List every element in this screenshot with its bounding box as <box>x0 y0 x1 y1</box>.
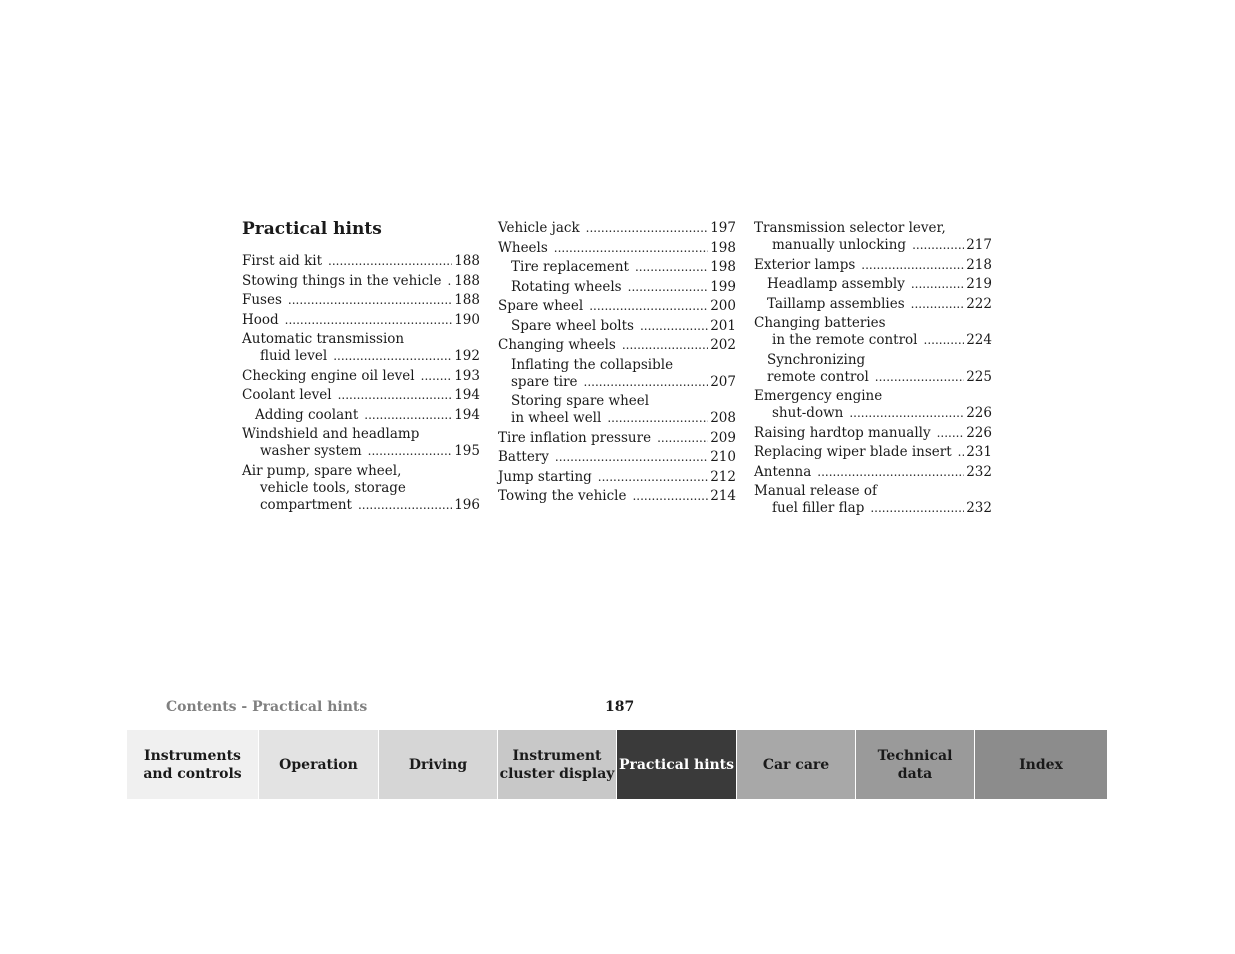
toc-entry-page: 232 <box>966 500 992 516</box>
dot-leader <box>607 410 708 427</box>
toc-entry-page: 199 <box>710 278 736 295</box>
toc-entry-text: First aid kit <box>242 253 323 269</box>
dot-leader <box>285 312 453 329</box>
toc-entry-text: Hood <box>242 311 279 328</box>
toc-entry-text: compartment <box>260 496 352 513</box>
toc-entry-text: Inflating the collapsible <box>511 356 674 373</box>
toc-entry[interactable] <box>754 276 992 293</box>
dot-leader <box>333 348 452 365</box>
toc-entry[interactable] <box>754 315 992 349</box>
toc-entry-text: Raising hardtop manually <box>754 424 931 441</box>
dot-leader <box>657 430 708 447</box>
toc-entry-page: 224 <box>966 332 992 348</box>
toc-column-2 <box>498 220 736 508</box>
tab-label: Operation <box>279 756 358 773</box>
dot-leader <box>589 298 708 315</box>
toc-entry-text: Changing wheels <box>498 337 616 353</box>
tab-car-care[interactable] <box>737 730 856 799</box>
dot-leader <box>870 500 964 517</box>
toc-entry-page: 188 <box>454 253 480 269</box>
dot-leader <box>924 332 965 349</box>
dot-leader <box>937 425 965 442</box>
toc-entry[interactable] <box>754 257 992 274</box>
toc-entry-text: Antenna <box>754 463 812 480</box>
dot-leader <box>448 273 453 290</box>
tab-practical-hints[interactable] <box>617 730 737 799</box>
toc-entry[interactable] <box>242 331 480 365</box>
tab-label: Instruments and controls <box>143 747 242 782</box>
toc-entry-text: Fuses <box>242 292 282 308</box>
tab-label: Technical data <box>877 747 953 782</box>
toc-entry[interactable] <box>242 312 480 329</box>
toc-entry[interactable] <box>498 430 736 447</box>
toc-entry[interactable] <box>242 253 480 270</box>
toc-entry-page: 198 <box>710 239 736 256</box>
dot-leader <box>328 253 452 270</box>
toc-entry-text: Exterior lamps <box>754 256 856 273</box>
tab-operation[interactable] <box>259 730 379 799</box>
toc-entry-page: 209 <box>710 429 736 446</box>
toc-entry-text: Transmission selector lever, <box>754 220 946 236</box>
toc-entry-page: 201 <box>710 317 736 334</box>
toc-entry-page: 219 <box>966 276 992 292</box>
toc-entry[interactable] <box>498 220 736 237</box>
tab-label: Index <box>1019 756 1063 773</box>
toc-entry[interactable] <box>754 220 992 254</box>
toc-entry-page: 226 <box>966 405 992 421</box>
toc-entry-page: 195 <box>454 443 480 459</box>
toc-entry-text: remote control <box>767 368 869 385</box>
toc-entry-page: 202 <box>710 337 736 353</box>
toc-entry[interactable] <box>754 444 992 461</box>
toc-entry-text: Manual release of <box>754 483 878 499</box>
toc-entry[interactable] <box>498 279 736 296</box>
toc-entry-text: in the remote control <box>772 332 918 348</box>
toc-column-1 <box>242 253 480 516</box>
toc-entry[interactable] <box>242 426 480 460</box>
dot-leader <box>912 237 964 254</box>
toc-entry-page: 225 <box>966 368 992 385</box>
dot-leader <box>861 257 964 274</box>
toc-entry[interactable] <box>498 318 736 335</box>
toc-entry-text: Windshield and headlamp <box>242 426 420 442</box>
toc-entry[interactable] <box>242 463 480 514</box>
dot-leader <box>632 488 708 505</box>
toc-entry-page: 231 <box>966 444 992 460</box>
dot-leader <box>849 405 964 422</box>
toc-entry[interactable] <box>498 393 736 427</box>
toc-entry-page: 197 <box>710 220 736 236</box>
toc-entry-page: 210 <box>710 449 736 465</box>
toc-entry-page: 218 <box>966 256 992 273</box>
toc-column-3 <box>754 220 992 520</box>
toc-entry-text: Emergency engine <box>754 388 883 404</box>
dot-leader <box>911 276 964 293</box>
toc-entry[interactable] <box>498 298 736 315</box>
toc-entry-page: 217 <box>966 237 992 253</box>
toc-entry-page: 194 <box>454 387 480 403</box>
toc-entry-text: manually unlocking <box>772 237 907 253</box>
tab-label: Car care <box>762 756 830 773</box>
toc-entry-text: Towing the vehicle <box>498 488 627 504</box>
toc-entry[interactable] <box>242 273 480 290</box>
dot-leader <box>911 296 965 313</box>
toc-entry[interactable] <box>754 483 992 517</box>
toc-entry-page: 208 <box>710 410 736 426</box>
toc-entry-page: 188 <box>454 292 480 308</box>
dot-leader <box>635 259 708 276</box>
tab-instrument-cluster-display[interactable] <box>498 730 617 799</box>
toc-entry[interactable] <box>754 388 992 422</box>
toc-entry-page: 190 <box>454 311 480 328</box>
toc-entry-text: Tire inflation pressure <box>498 429 652 446</box>
toc-entry-page: 207 <box>710 373 736 390</box>
toc-entry[interactable] <box>498 259 736 276</box>
dot-leader <box>364 407 452 424</box>
chapter-tab-bar <box>127 730 1108 799</box>
toc-entry-page: 214 <box>710 488 736 504</box>
toc-entry-page: 196 <box>454 496 480 513</box>
toc-entry[interactable] <box>498 469 736 486</box>
toc-entry-text: Air pump, spare wheel, <box>242 462 402 479</box>
tab-label: Driving <box>408 756 468 773</box>
toc-entry-text: fuel filler flap <box>772 500 865 516</box>
section-heading: Practical hints <box>242 219 382 239</box>
toc-entry[interactable] <box>498 357 736 391</box>
toc-entry-text: in wheel well <box>511 410 602 426</box>
toc-entry-text: Jump starting <box>498 468 592 485</box>
toc-entry-text: Wheels <box>498 239 548 256</box>
tab-index[interactable] <box>975 730 1108 799</box>
footer-section-label: Contents - Practical hints <box>166 699 368 715</box>
tab-driving[interactable] <box>379 730 498 799</box>
toc-entry-text: Coolant level <box>242 387 332 403</box>
toc-entry-page: 200 <box>710 298 736 314</box>
toc-entry-text: Synchronizing <box>767 351 866 368</box>
toc-entry[interactable] <box>242 407 480 424</box>
toc-entry[interactable] <box>498 337 736 354</box>
toc-entry[interactable] <box>754 352 992 386</box>
toc-entry-text: Adding coolant <box>255 406 359 423</box>
dot-leader <box>421 368 453 385</box>
toc-entry-text: spare tire <box>511 373 578 390</box>
toc-entry-text: fluid level <box>260 348 328 364</box>
toc-entry-text: Spare wheel bolts <box>511 317 634 334</box>
toc-entry-text: Battery <box>498 449 549 465</box>
toc-entry-text: Automatic transmission <box>242 331 405 347</box>
toc-entry[interactable] <box>498 488 736 505</box>
toc-entry-text: Stowing things in the vehicle <box>242 272 442 289</box>
toc-entry-page: 222 <box>966 295 992 312</box>
dot-leader <box>288 292 452 309</box>
dot-leader <box>875 369 964 386</box>
toc-entry-page: 193 <box>454 367 480 384</box>
tab-label: Instrument cluster display <box>499 747 615 782</box>
toc-entry[interactable] <box>498 240 736 257</box>
toc-entry-text: vehicle tools, storage <box>260 479 406 496</box>
toc-entry-text: Changing batteries <box>754 315 886 331</box>
dot-leader <box>958 444 965 461</box>
toc-entry[interactable] <box>242 292 480 309</box>
toc-entry-text: Headlamp assembly <box>767 276 905 292</box>
dot-leader <box>555 449 708 466</box>
toc-entry-page: 192 <box>454 348 480 364</box>
toc-entry-text: Rotating wheels <box>511 278 622 295</box>
toc-entry-text: shut-down <box>772 405 844 421</box>
toc-entry[interactable] <box>498 449 736 466</box>
toc-entry-page: 212 <box>710 468 736 485</box>
dot-leader <box>338 387 453 404</box>
toc-entry[interactable] <box>242 387 480 404</box>
dot-leader <box>622 337 708 354</box>
dot-leader <box>640 318 708 335</box>
dot-leader <box>358 497 452 514</box>
toc-entry[interactable] <box>754 464 992 481</box>
dot-leader <box>817 464 964 481</box>
dot-leader <box>368 443 453 460</box>
dot-leader <box>598 469 708 486</box>
tab-technical-data[interactable] <box>856 730 975 799</box>
page-number: 187 <box>605 699 635 715</box>
toc-entry[interactable] <box>754 296 992 313</box>
toc-entry-text: washer system <box>260 443 362 459</box>
toc-entry-text: Spare wheel <box>498 298 584 314</box>
toc-entry-text: Storing spare wheel <box>511 393 650 409</box>
toc-entry-text: Tire replacement <box>511 259 629 275</box>
toc-entry-text: Checking engine oil level <box>242 367 415 384</box>
tab-instruments-and-controls[interactable] <box>127 730 259 799</box>
toc-entry[interactable] <box>242 368 480 385</box>
toc-entry-text: Taillamp assemblies <box>767 295 905 312</box>
dot-leader <box>584 374 709 391</box>
toc-entry-text: Vehicle jack <box>498 220 580 236</box>
toc-entry-page: 194 <box>454 406 480 423</box>
toc-entry-page: 232 <box>966 463 992 480</box>
toc-entry-page: 226 <box>966 424 992 441</box>
toc-entry-page: 198 <box>710 259 736 275</box>
dot-leader <box>554 240 708 257</box>
toc-entry-page: 188 <box>454 272 480 289</box>
dot-leader <box>586 220 709 237</box>
dot-leader <box>628 279 709 296</box>
tab-label: Practical hints <box>618 756 735 773</box>
toc-entry-text: Replacing wiper blade insert <box>754 444 952 460</box>
toc-entry[interactable] <box>754 425 992 442</box>
